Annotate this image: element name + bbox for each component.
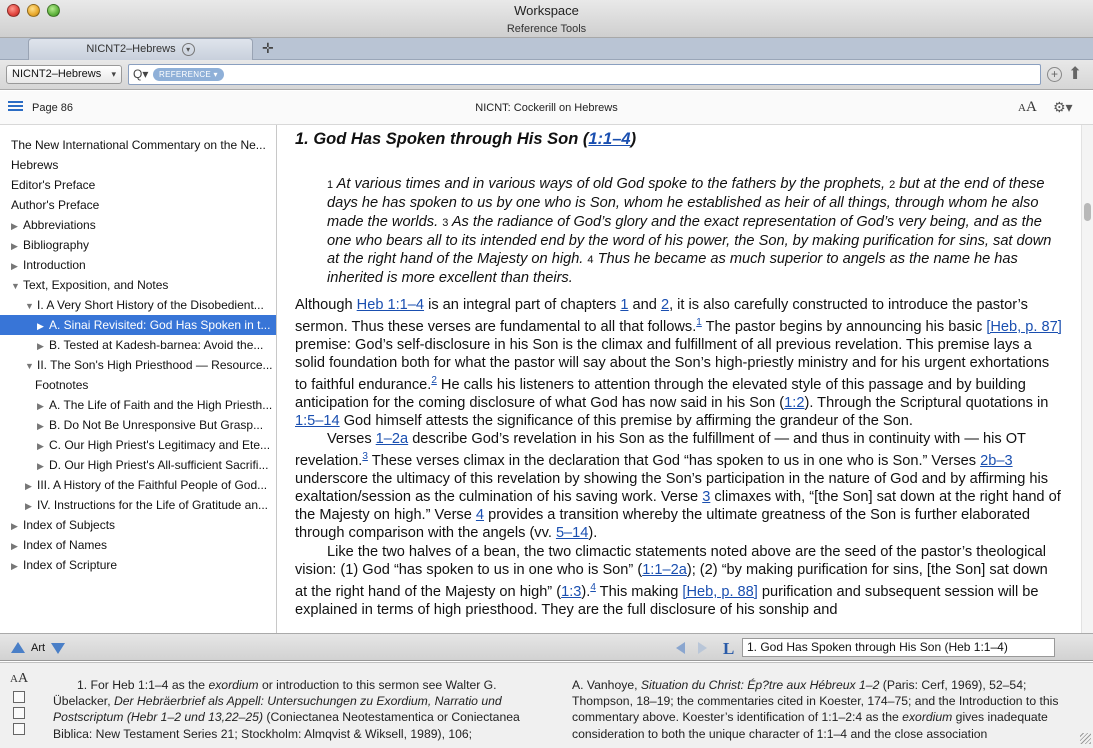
toc-item[interactable] <box>0 415 277 435</box>
text-run: Although <box>295 296 357 313</box>
disclosure-triangle-icon[interactable]: ▶ <box>11 541 18 551</box>
reference-link[interactable]: 2 <box>660 296 670 313</box>
footnote-column-2 <box>572 677 1072 742</box>
reference-link[interactable]: 1:2 <box>784 394 805 411</box>
toc-item[interactable] <box>0 335 277 355</box>
search-bar <box>0 60 1093 90</box>
search-field[interactable] <box>128 64 1041 85</box>
reference-link[interactable]: [Heb, p. 87] <box>986 318 1062 335</box>
window-titlebar <box>0 0 1093 38</box>
text-run: is an integral part of chapters <box>424 296 621 313</box>
toc-item[interactable] <box>0 195 277 215</box>
toc-item-label: IV. Instructions for the Life of Gratitude an... <box>37 498 269 512</box>
disclosure-triangle-icon[interactable]: ▶ <box>37 421 44 431</box>
toc-item[interactable] <box>0 215 277 235</box>
text-run: A. Vanhoye, <box>572 678 641 692</box>
toc-item-label: I. A Very Short History of the Disobedient... <box>37 298 264 312</box>
toc-item[interactable] <box>0 555 277 575</box>
toc-item[interactable] <box>0 455 277 475</box>
toc-item-label: C. Our High Priest's Legitimacy and Ete... <box>49 438 271 452</box>
notes-icon[interactable] <box>13 723 25 735</box>
toc-item-label: Index of Scripture <box>23 558 118 572</box>
art-up-arrow-icon[interactable] <box>11 642 25 653</box>
footnote-column-1 <box>53 677 535 742</box>
toc-item[interactable] <box>0 435 277 455</box>
toc-item-label: A. Sinai Revisited: God Has Spoken in t... <box>49 318 271 332</box>
toc-item-label: A. The Life of Faith and the High Priesth... <box>49 398 273 412</box>
disclosure-triangle-icon[interactable]: ▶ <box>25 501 32 511</box>
disclosure-triangle-icon[interactable]: ▶ <box>37 341 44 351</box>
toc-item[interactable] <box>0 155 277 175</box>
text-run: God himself attests the significance of this premise by affirming the grandeur of the Son. <box>339 413 913 430</box>
text-run: underscore the ultimacy of this revelation by showing the Son’s participation in the nature of God and by affirming his exaltation/session as the culmination of his saving work. Verse <box>295 471 1049 506</box>
forward-arrow-icon[interactable] <box>698 642 707 654</box>
heading-reference-link[interactable]: 1:1–4 <box>588 130 631 148</box>
toc-item[interactable] <box>0 475 277 495</box>
toc-item[interactable] <box>0 295 277 315</box>
tab-nicnt2-hebrews[interactable] <box>28 38 253 60</box>
toc-item[interactable] <box>0 355 277 375</box>
back-arrow-icon[interactable] <box>676 642 685 654</box>
text-run: climaxes with, “[the Son] sat down at the right hand of the Majesty on high.” Verse <box>295 489 1061 524</box>
toc-item-label: Text, Exposition, and Notes <box>23 278 169 292</box>
toc-item[interactable] <box>0 395 277 415</box>
toc-item[interactable] <box>0 275 277 295</box>
verse-number: 3 <box>442 216 449 229</box>
text-run: The pastor begins by announcing his basic <box>701 318 987 335</box>
panel-header <box>0 91 1093 125</box>
disclosure-triangle-icon[interactable]: ▼ <box>25 361 34 371</box>
text-run: purification and subsequent session will be explained in terms of high priesthood. They are the full disclosure of his sonship and <box>295 583 1039 618</box>
footnote-marker[interactable]: 2 <box>431 375 437 387</box>
page-label: Page 86 <box>32 102 73 114</box>
toc-item-label: Introduction <box>23 258 86 272</box>
toc-item-label: III. A History of the Faithful People of God... <box>37 478 268 492</box>
scripture-quote <box>327 175 1063 288</box>
window-title: Workspace <box>514 3 579 18</box>
resource-select[interactable] <box>6 65 122 84</box>
text-run: This making <box>595 583 683 600</box>
verse-text: At various times and in various ways of old God spoke to the fathers by the prophets, <box>333 176 890 192</box>
toc-item-label: Footnotes <box>35 378 89 392</box>
toc-item-label: II. The Son's High Priesthood — Resource... <box>37 358 273 372</box>
italic-text: exordium <box>902 710 953 725</box>
copy-icon[interactable] <box>13 691 25 703</box>
text-run: (Paris: Cerf, 1969), 52–54; Thompson, 18–19; the commentaries cited in Koester, 174–75; and the Introduction to this commentary above. Koester’s identification of 1:1–2:4 as the <box>572 678 1059 725</box>
text-run: ). <box>588 525 598 542</box>
toc-item-label: Index of Subjects <box>23 518 116 532</box>
gear-icon[interactable]: ⚙▾ <box>1053 99 1073 115</box>
toc-item[interactable] <box>0 515 277 535</box>
status-bar <box>0 633 1093 661</box>
footnotes-pane <box>0 662 1093 748</box>
disclosure-triangle-icon[interactable]: ▶ <box>37 321 44 331</box>
toc-item-label: D. Our High Priest's All-sufficient Sacrifi... <box>49 458 269 472</box>
scroll-thumb[interactable] <box>1084 203 1091 221</box>
text-run: Verses <box>327 431 376 448</box>
reference-link[interactable]: 1:5–14 <box>295 413 340 430</box>
toc-item[interactable] <box>0 535 277 555</box>
reading-scrollbar[interactable] <box>1081 125 1093 633</box>
text-run: describe God’s revelation in his Son as the fulfillment of — and thus in continuity with — his OT revelation. <box>295 431 1026 470</box>
disclosure-triangle-icon[interactable]: ▶ <box>11 241 18 251</box>
toc-item-label: Author's Preface <box>11 198 100 212</box>
paragraph <box>295 430 1063 542</box>
reference-link[interactable]: [Heb, p. 88] <box>682 583 758 600</box>
footnote-marker[interactable]: 1 <box>696 316 702 328</box>
reference-link[interactable]: 4 <box>475 507 485 524</box>
footnote-font-size-control[interactable]: AA <box>10 671 29 686</box>
disclosure-triangle-icon[interactable]: ▶ <box>37 441 44 451</box>
verse-text: but at the end of these days he has spoken to us by one who is Son, whom he established as heir of all things, through whom he also made the worlds. <box>327 176 1045 230</box>
footnote-tools <box>10 671 34 735</box>
text-run: ). <box>581 583 591 600</box>
verse-text: As the radiance of God’s glory and the exact representation of God’s very being, and as the one who bears all to its intended end by the word of his power, the Son, by making purification for sins, sat down at the right hand of the Majesty on high. <box>327 213 1052 268</box>
text-run: Like the two halves of a bean, the two climactic statements noted above are the seed of the pastor’s theological vision: (1) God “has spoken to us in one who is Son” ( <box>295 543 1047 578</box>
footnote-marker[interactable]: 4 <box>590 581 596 593</box>
section-heading: 1. God Has Spoken through His Son (1:1–4) <box>295 130 637 148</box>
toc-item-label: The New International Commentary on the Ne... <box>11 138 266 152</box>
toc-item[interactable] <box>0 255 277 275</box>
reference-link[interactable]: 1–2a <box>375 431 409 448</box>
text-run: gives inadequate consideration to both the unique character of 1:1–4 and the close association <box>572 710 1048 741</box>
text-run: ); (2) “by making purification for sins, [the Son] sat down at the right hand of the Majesty on high” ( <box>295 561 1048 600</box>
add-tab-icon[interactable]: ✛ <box>262 40 274 56</box>
toc-item[interactable] <box>0 375 277 395</box>
toc-item-label: Editor's Preface <box>11 178 96 192</box>
toc-item[interactable] <box>0 175 277 195</box>
add-circle-icon[interactable]: + <box>1047 67 1062 82</box>
disclosure-triangle-icon[interactable]: ▶ <box>11 261 18 271</box>
font-size-control[interactable]: AA <box>1018 99 1037 115</box>
text-run: or introduction to this sermon see Walter G. Übelacker, <box>53 678 497 709</box>
disclosure-triangle-icon[interactable]: ▶ <box>11 561 18 571</box>
tab-bar <box>0 38 1093 60</box>
toc-item[interactable] <box>0 135 277 155</box>
disclosure-triangle-icon[interactable]: ▼ <box>11 281 20 291</box>
italic-text: Situation du Christ: Ép?tre aux Hébreux 1–2 <box>640 678 880 692</box>
resize-grip[interactable] <box>1080 733 1091 744</box>
toc-item-label: B. Do Not Be Unresponsive But Grasp... <box>49 418 264 432</box>
toc-item-label: B. Tested at Kadesh-barnea: Avoid the... <box>49 338 264 352</box>
text-run: 1. For Heb 1:1–4 as the <box>77 678 209 692</box>
reading-pane <box>278 125 1081 633</box>
location-field[interactable]: 1. God Has Spoken through His Son (Heb 1:1–4) <box>742 638 1055 657</box>
paragraph <box>295 296 1063 430</box>
disclosure-triangle-icon[interactable]: ▶ <box>11 221 18 231</box>
reference-link[interactable]: 1:3 <box>561 583 582 600</box>
footnote-marker[interactable]: 3 <box>362 451 368 463</box>
italic-text: exordium <box>208 678 259 692</box>
art-label: Art <box>31 642 46 654</box>
disclosure-triangle-icon[interactable]: ▶ <box>11 521 18 531</box>
toc-sidebar <box>0 125 277 633</box>
share-icon[interactable]: ⬆ <box>1068 64 1083 83</box>
reference-link[interactable]: Heb 1:1–4 <box>356 296 425 313</box>
tab-label: NICNT2–Hebrews <box>86 43 176 55</box>
text-run: He calls his listeners to attention through the elevated style of this passage and by building anticipation for the coming disclosure of what God has now said in his Son ( <box>295 376 1026 411</box>
text-run: ). Through the Scriptural quotations in <box>804 394 1049 411</box>
text-run: and <box>628 296 661 313</box>
italic-text: Der Hebräerbrief als Appell: Untersuchungen zu Exordium, Narratio und Postscriptum (Hebr 1–2 und 13,22–25) <box>53 694 502 725</box>
book-title: NICNT: Cockerill on Hebrews <box>475 102 618 114</box>
toc-item-label: Bibliography <box>23 238 90 252</box>
text-run: , it is also carefully constructed to introduce the pastor’s sermon. Thus these verses are fundamental to all that follows. <box>295 296 1028 335</box>
tab-menu-icon[interactable]: ▾ <box>182 43 195 56</box>
reference-link[interactable]: 3 <box>702 489 711 506</box>
toc-item-label: Abbreviations <box>23 218 96 232</box>
text-run: provides a transition whereby the ultimate greatness of the Son is further elaborated through comparison with the angels (vv. <box>295 507 1030 542</box>
clipboard-icon[interactable] <box>13 707 25 719</box>
chevron-down-icon: ▾ <box>111 69 116 79</box>
window-subtitle: Reference Tools <box>506 23 587 35</box>
verse-number: 1 <box>327 179 334 191</box>
disclosure-triangle-icon[interactable]: ▶ <box>25 481 32 491</box>
search-input[interactable] <box>229 66 1029 83</box>
text-run: These verses climax in the declaration that God “has spoken to us in one who is Son.” Verses <box>367 453 981 470</box>
text-run: premise: God’s self-disclosure in his Son is the climax and fulfillment of all previous revelation. This premise lays a solid foundation both for what the pastor will say about the Son’s high-priestly ministry and for his urgent exhortations to faithful endurance. <box>295 336 1050 393</box>
location-icon: L <box>723 639 735 658</box>
toc-item[interactable] <box>0 315 277 335</box>
disclosure-triangle-icon[interactable]: ▶ <box>37 461 44 471</box>
search-icon[interactable]: Q▾ <box>133 67 149 81</box>
paragraph <box>295 543 1063 619</box>
reference-link[interactable]: 2b–3 <box>980 453 1013 470</box>
disclosure-triangle-icon[interactable]: ▼ <box>25 301 34 311</box>
verse-number: 2 <box>889 179 896 191</box>
toc-item-label: Index of Names <box>23 538 108 552</box>
reference-pill[interactable]: REFERENCE ▾ <box>153 68 224 81</box>
resource-select-label: NICNT2–Hebrews <box>12 68 102 80</box>
toc-item[interactable] <box>0 495 277 515</box>
toc-item-label: Hebrews <box>11 158 59 172</box>
verse-number: 4 <box>587 254 594 267</box>
reference-link[interactable]: 1:1–2a <box>642 561 687 578</box>
reference-link[interactable]: 5–14 <box>555 525 589 542</box>
toc-item[interactable] <box>0 235 277 255</box>
text-run: (Coniectanea Neotestamentica or Coniectanea Biblica: New Testament Series 21; Stockholm: Almqvist & Wiksell, 1989), 106; <box>53 710 520 741</box>
verse-text: Thus he became as much superior to angels as the name he has inherited is more excellent than theirs. <box>327 251 1018 287</box>
reference-link[interactable]: 1 <box>620 296 629 313</box>
disclosure-triangle-icon[interactable]: ▶ <box>37 401 44 411</box>
art-down-arrow-icon[interactable] <box>51 643 65 654</box>
